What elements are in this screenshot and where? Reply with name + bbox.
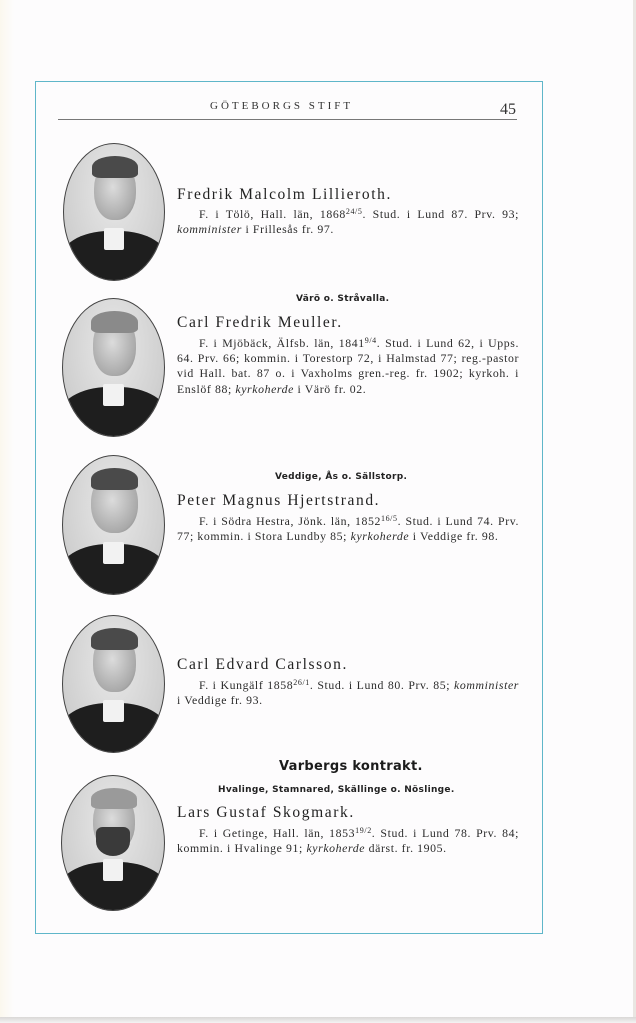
running-title: GÖTEBORGS STIFT (210, 100, 354, 112)
birth-date: 24/5 (345, 207, 363, 216)
bio-text: F. i Mjöbäck, Älfsb. län, 1841 (199, 336, 365, 350)
clerical-collar (104, 228, 124, 250)
bio-text: F. i Tölö, Hall. län, 1868 (199, 207, 346, 221)
entry-name: Lars Gustaf Skogmark. (177, 804, 355, 821)
birth-date: 19/2 (355, 826, 372, 835)
hair (92, 156, 138, 178)
portrait-3 (62, 455, 165, 595)
entry-name: Peter Magnus Hjertstrand. (177, 492, 381, 509)
clerical-collar (103, 700, 123, 722)
hair (91, 311, 137, 333)
parish-heading: Värö o. Stråvalla. (296, 294, 390, 304)
header-rule (58, 119, 517, 120)
portrait-4 (62, 615, 165, 753)
parish-heading: Veddige, Ås o. Sällstorp. (275, 472, 408, 482)
birth-date: 26/1 (293, 678, 310, 687)
paper-shading (0, 0, 14, 1023)
page-number: 45 (500, 101, 516, 118)
title-italic: kyrkoherde (235, 381, 294, 396)
page-edge-bottom (0, 1017, 636, 1023)
entry-name: Carl Fredrik Meuller. (177, 314, 343, 331)
beard (96, 827, 131, 856)
title-italic: komminister (454, 678, 519, 692)
bio-text: F. i Getinge, Hall. län, 1853 (199, 826, 356, 840)
entry-biography (177, 826, 519, 856)
hair (91, 788, 138, 809)
section-heading: Varbergs kontrakt. (279, 759, 423, 774)
parish-heading: Hvalinge, Stamnared, Skällinge o. Nöslinge. (218, 785, 455, 795)
bio-text: F. i Kungälf 1858 (199, 678, 294, 692)
entry-biography (177, 678, 519, 708)
title-italic: komminister (177, 222, 242, 237)
entry-name: Carl Edvard Carlsson. (177, 656, 348, 673)
portrait-1 (63, 143, 165, 281)
entry-biography (177, 336, 519, 397)
bio-text: i Värö fr. 02. (294, 381, 367, 396)
clerical-collar (103, 384, 123, 406)
title-italic: kyrkoherde (350, 529, 410, 544)
bio-text: . Stud. i Lund 74. Prv. 77; kommin. i Stora Lundby 85; (177, 514, 520, 544)
bio-text: i Veddige fr. 98. (409, 529, 499, 544)
clerical-collar (103, 859, 123, 880)
bio-text: i Frillesås fr. 97. (241, 222, 334, 237)
entry-biography (177, 207, 519, 237)
hair (91, 468, 137, 490)
bio-text: F. i Södra Hestra, Jönk. län, 1852 (199, 514, 381, 528)
clerical-collar (103, 542, 123, 564)
entry-name: Fredrik Malcolm Lillieroth. (177, 186, 392, 203)
bio-text: . Stud. i Lund 87. Prv. 93; (362, 207, 520, 221)
bio-text: därst. fr. 1905. (365, 841, 447, 856)
bio-text: i Veddige fr. 93. (177, 693, 263, 708)
bio-text: . Stud. i Lund 62, i Upps. 64. Prv. 66; kommin. i Torestorp 72, i Halmstad 77; reg.-pastor vid Hall. bat. 87 o. i Vaxholms gren.-reg. fr. 1902; kyrkoh. i Enslöf 88; (177, 336, 520, 396)
portrait-5 (61, 775, 165, 911)
portrait-2 (62, 298, 165, 437)
bio-text: . Stud. i Lund 80. Prv. 85; (309, 678, 455, 692)
hair (91, 628, 137, 650)
birth-date: 16/5 (380, 514, 398, 523)
title-italic: kyrkoherde (306, 841, 366, 856)
birth-date: 9/4 (364, 336, 377, 345)
entry-biography (177, 514, 519, 544)
bio-text: . Stud. i Lund 78. Prv. 84; kommin. i Hvalinge 91; (177, 826, 520, 856)
